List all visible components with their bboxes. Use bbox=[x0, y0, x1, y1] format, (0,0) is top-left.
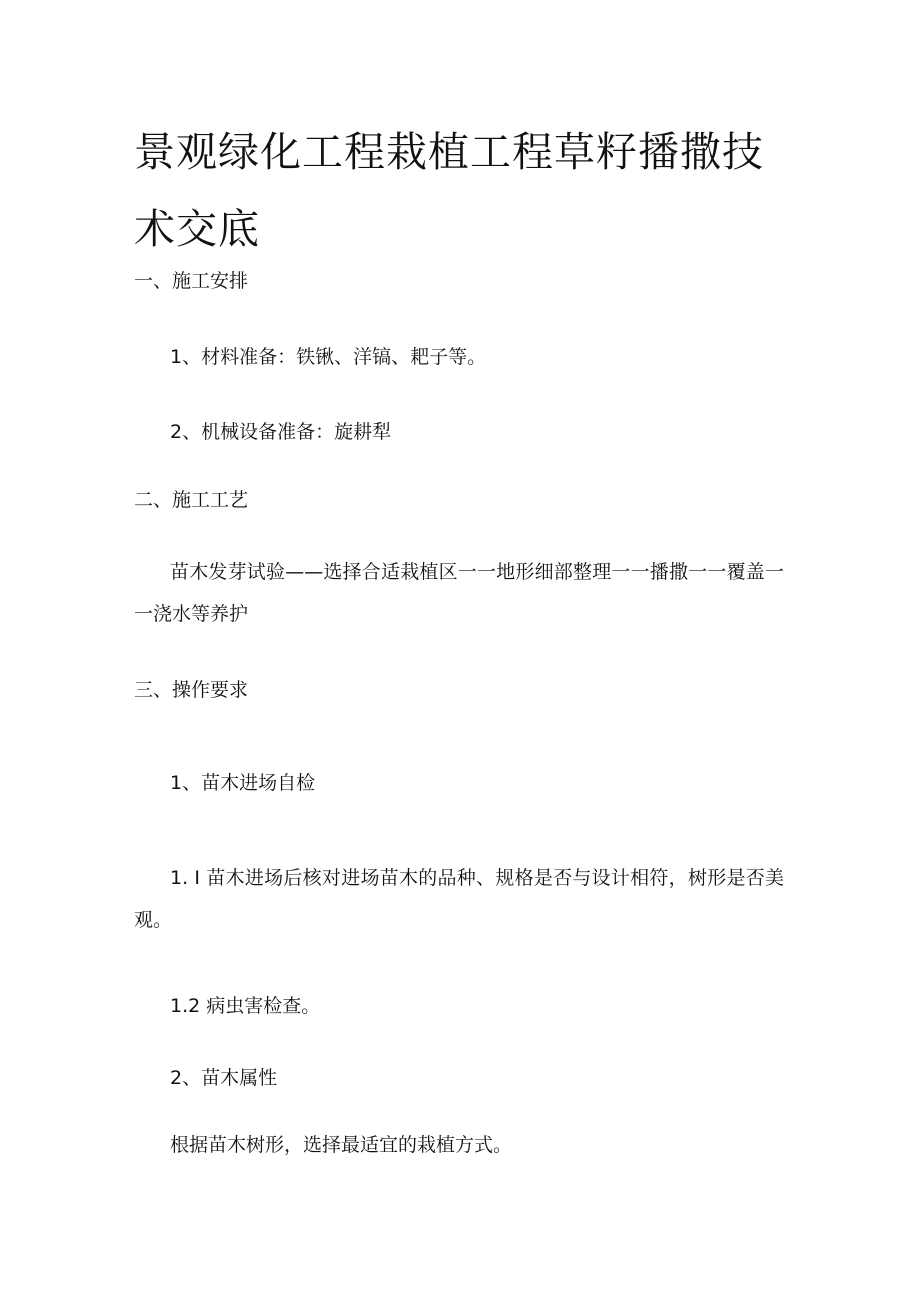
self-inspection-item: 1、苗木进场自检 bbox=[170, 772, 316, 794]
section-heading-requirements: 三、操作要求 bbox=[134, 679, 249, 701]
document-title: 景观绿化工程栽植工程草籽播撒技术交底 bbox=[134, 128, 764, 253]
process-flow-text: 苗木发芽试验——选择合适栽植区一一地形细部整理一一播撒一一覆盖一一浇水等养护 bbox=[134, 561, 784, 625]
section-heading-arrangement: 一、施工安排 bbox=[134, 270, 249, 292]
pest-check-item: 1.2 病虫害检查。 bbox=[170, 995, 321, 1017]
inspection-detail-text: 1. I 苗木进场后核对进场苗木的品种、规格是否与设计相符，树形是否美观。 bbox=[134, 867, 784, 931]
materials-item: 1、材料准备：铁锹、洋镐、耙子等。 bbox=[170, 346, 487, 368]
section-heading-process: 二、施工工艺 bbox=[134, 489, 249, 511]
machinery-item: 2、机械设备准备：旋耕犁 bbox=[170, 421, 392, 443]
seedling-attribute-item: 2、苗木属性 bbox=[170, 1067, 278, 1089]
planting-method-text: 根据苗木树形，选择最适宜的栽植方式。 bbox=[170, 1134, 513, 1156]
